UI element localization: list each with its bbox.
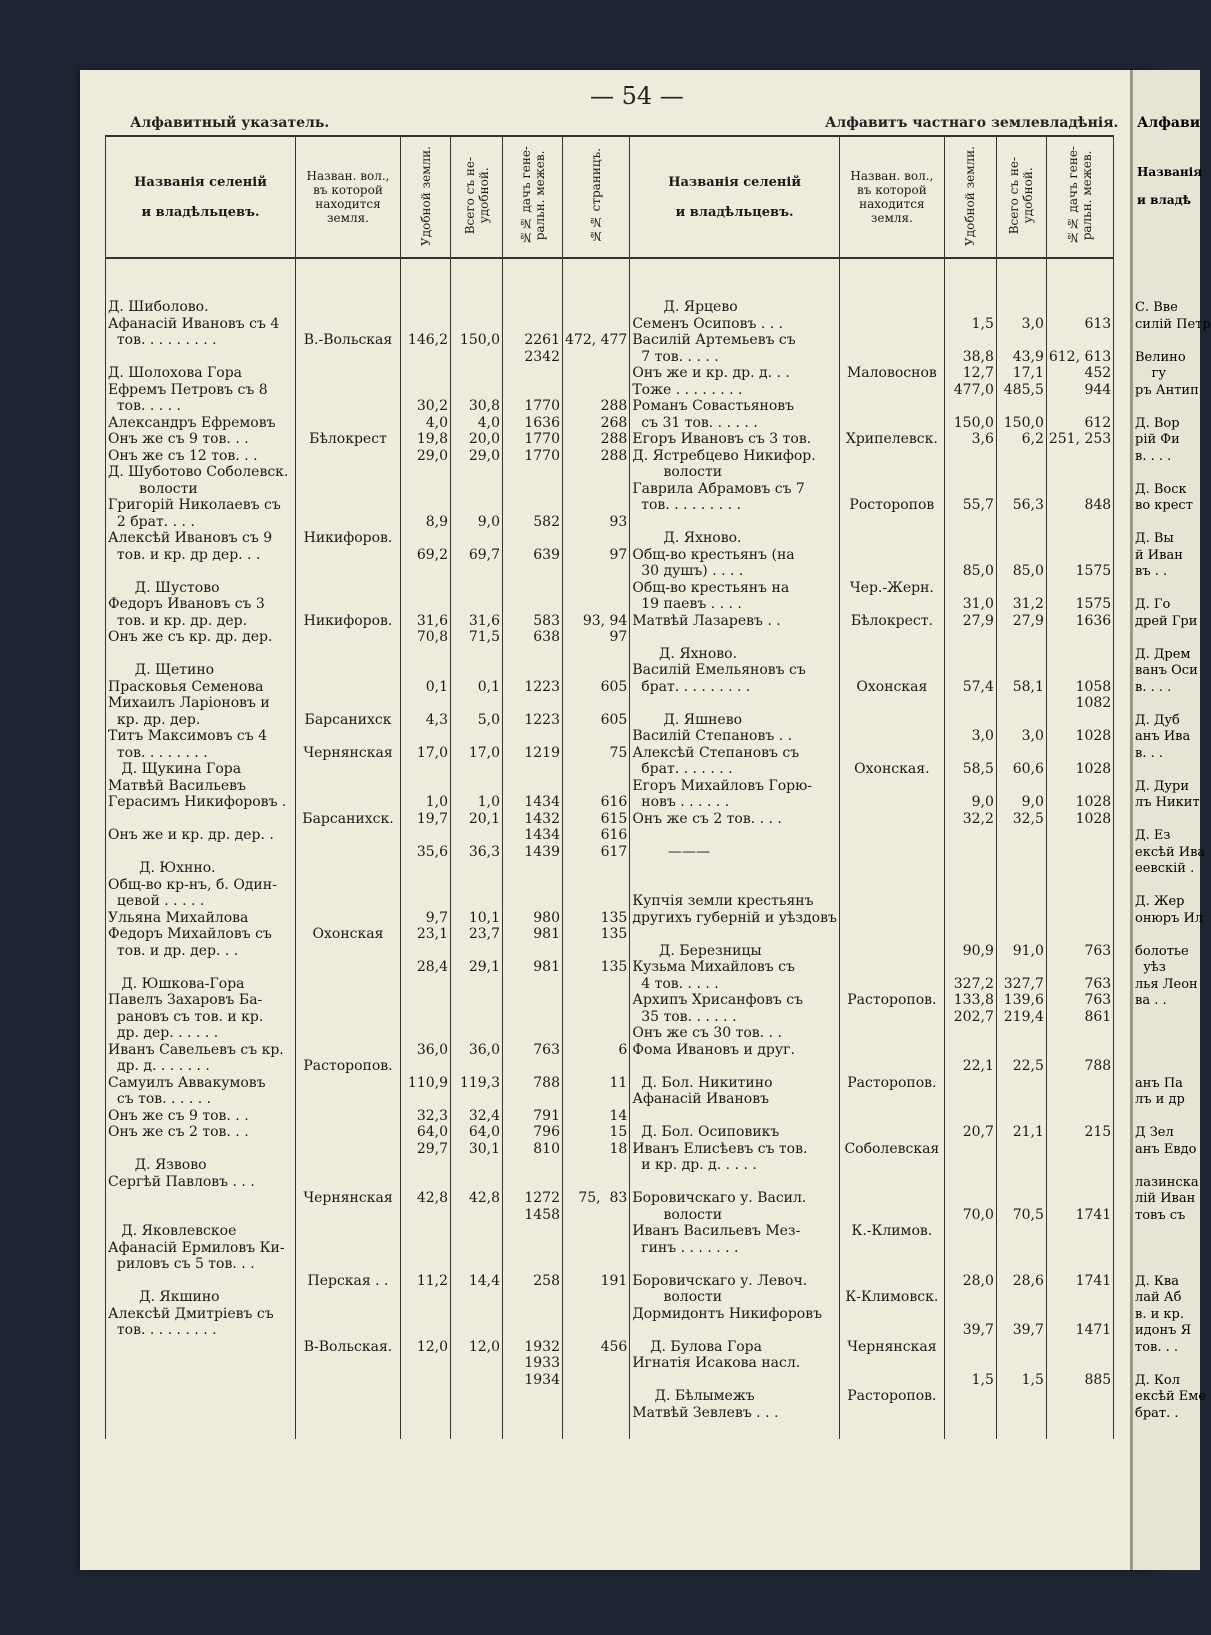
next-page-lines: С. Вве силій Петр Велино гу ръ Антип Д. Вор рій Фи в. . . . Д. Воск во крест Д. Вы й Иван въ . . Д. Го дрей Гри Д. Дрем ванъ Оси в. . . . Д. Дуб анъ Ива в. . . Д. Дури лъ Никит Д. Ез ексѣй Ива еевскій . Д. Жер онюръ Ил болотье уѣз лья Леон ва . . анъ Па лъ и др Д Зел анъ Евдо лазинска лій Иван товъ съ Д. Ква лай Аб в. и кр. идонъ Я тов. . . Д. Кол ексѣй Еме брат. . <box>1135 300 1211 1421</box>
header-volost-right: Назван. вол., въ которой находится земля. <box>839 136 944 258</box>
header-names: Названія селеній и владѣльцевъ. <box>106 136 296 258</box>
header-names-right: Названія селеній и владѣльцевъ. <box>630 136 840 258</box>
next-page-edge <box>1130 70 1211 1570</box>
header-udobnoy: Удобной земли. <box>401 136 451 258</box>
left-dach: 2261 2342 1770 1636 1770 1770 582 639 583 638 1223 1223 1219 1434 1432 1434 1439 980 981 981 763 788 791 796 810 1272 1458 258 1932 1933 1934 <box>503 258 563 1439</box>
next-page-col-header: Названія и владѣ <box>1137 165 1203 207</box>
right-volost: Маловоснов Хрипелевск. Росторопов Чер.-Жерн. Бѣлокрест. Охонская Охонская. Расторопов. Расторопов. Соболевская К.-Климов. К-Климовск. Чернянская Расторопов. <box>839 258 944 1439</box>
right-udob: 1,5 38,8 12,7 477,0 150,0 3,6 55,7 85,0 31,0 27,9 57,4 3,0 58,5 9,0 32,2 90,9 327,2 133,8 202,7 22,1 20,7 70,0 28,0 39,7 1,5 <box>944 258 996 1439</box>
header-right: Алфавитъ частнаго землевладѣнія. <box>825 115 1119 131</box>
right-vsego: 3,0 43,9 17,1 485,5 150,0 6,2 56,3 85,0 31,2 27,9 58,1 3,0 60,6 9,0 32,5 91,0 327,7 139,6 219,4 22,5 21,1 70,5 28,6 39,7 1,5 <box>996 258 1046 1439</box>
header-vsego-right: Всего съ не- удобной. <box>996 136 1046 258</box>
left-stran: 472, 477 288 268 288 288 93 97 93, 94 97 605 605 75 616 615 616 617 135 135 135 6 11 14 15 18 75, 83 191 456 <box>563 258 630 1439</box>
header-vsego: Всего съ не- удобной. <box>451 136 503 258</box>
page-number: — 54 — <box>590 82 684 110</box>
header-volost: Назван. вол., въ которой находится земля. <box>296 136 401 258</box>
header-left: Алфавитный указатель. <box>130 115 330 131</box>
header-stran: №№ страницъ. <box>563 136 630 258</box>
left-names: Д. Шиболово. Афанасій Ивановъ съ 4 тов. . . . . . . . . Д. Шолохова Гора Ефремъ Петровъ съ 8 тов. . . . . Александръ Ефремовъ Онъ же съ 9 тов. . . Онъ же съ 12 тов. . . Д. Шуботово Соболевск. волости Григорій Николаевъ съ 2 брат. . . . Алексѣй Ивановъ съ 9 тов. и кр. др дер. . . Д. Шустово Федоръ Ивановъ съ 3 тов. и кр. др. дер. Онъ же съ кр. др. дер. Д. Щетино Прасковья Семенова Михаилъ Ларіоновъ и кр. др. дер. Титъ Максимовъ съ 4 тов. . . . . . . . Д. Щукина Гора Матвѣй Васильевъ Герасимъ Никифоровъ . Онъ же и кр. др. дер. . Д. Юхнно. Общ-во кр-нъ, б. Один- цевой . . . . . Ульяна Михайлова Федоръ Михайловъ съ тов. и др. дер. . . Д. Юшкова-Гора Павелъ Захаровъ Ба- рановъ съ тов. и кр. др. дер. . . . . . Иванъ Савельевъ съ кр. др. д. . . . . . . Самуилъ Аввакумовъ съ тов. . . . . . Онъ же съ 9 тов. . . Онъ же съ 2 тов. . . Д. Язвово Сергѣй Павловъ . . . Д. Яковлевское Афанасій Ермиловъ Ки- риловъ съ 5 тов. . . Д. Якшино Алексѣй Дмитріевъ съ тов. . . . . . . . . <box>106 258 296 1439</box>
next-page-header: Алфави <box>1137 115 1201 131</box>
header-udobnoy-right: Удобной земли. <box>944 136 996 258</box>
page <box>80 70 1152 1570</box>
index-table <box>105 135 1114 1439</box>
left-volost: В.-Вольская Бѣлокрест Никифоров. Никифоров. Барсанихск Чернянская Барсанихск. Охонская Расторопов. Чернянская Перская . . В-Вольская. <box>296 258 401 1439</box>
left-vsego: 150,0 30,8 4,0 20,0 29,0 9,0 69,7 31,6 71,5 0,1 5,0 17,0 1,0 20,1 36,3 10,1 23,7 29,1 36,0 119,3 32,4 64,0 30,1 42,8 14,4 12,0 <box>451 258 503 1439</box>
right-dach: 613 612, 613 452 944 612 251, 253 848 1575 1575 1636 1058 1082 1028 1028 1028 1028 763 763 763 861 788 215 1741 1741 1471 885 <box>1046 258 1113 1439</box>
left-udob: 146,2 30,2 4,0 19,8 29,0 8,9 69,2 31,6 70,8 0,1 4,3 17,0 1,0 19,7 35,6 9,7 23,1 28,4 36,0 110,9 32,3 64,0 29,7 42,8 11,2 12,0 <box>401 258 451 1439</box>
right-names: Д. Ярцево Семенъ Осиповъ . . . Василій Артемьевъ съ 7 тов. . . . . Онъ же и кр. др. д. . . Тоже . . . . . . . . Романъ Совастьяновъ съ 31 тов. . . . . . Егоръ Ивановъ съ 3 тов. Д. Ястребцево Никифор. волости Гаврила Абрамовъ съ 7 тов. . . . . . . . . Д. Яхново. Общ-во крестьянъ (на 30 душъ) . . . . Общ-во крестьянъ на 19 паевъ . . . . Матвѣй Лазаревъ . . Д. Яхново. Василій Емельяновъ съ брат. . . . . . . . . Д. Яшнево Василій Степановъ . . Алексѣй Степановъ съ брат. . . . . . . Егоръ Михайловъ Горю- новъ . . . . . . Онъ же съ 2 тов. . . . ——— Купчія земли крестьянъ другихъ губерній и уѣздовъ Д. Березницы Кузьма Михайловъ съ 4 тов. . . . . Архипъ Хрисанфовъ съ 35 тов. . . . . . Онъ же съ 30 тов. . . Фома Ивановъ и друг. Д. Бол. Никитино Афанасій Ивановъ Д. Бол. Осиповикъ Иванъ Елисѣевъ съ тов. и кр. др. д. . . . . Боровичскаго у. Васил. волости Иванъ Васильевъ Мез- гинъ . . . . . . . Боровичскаго у. Левоч. волости Дормидонтъ Никифоровъ Д. Булова Гора Игнатія Исакова насл. Д. Бѣлымежъ Матвѣй Зевлевъ . . . <box>630 258 840 1439</box>
header-dach: №№ дачъ гене- ральн. межев. <box>503 136 563 258</box>
header-dach-right: №№ дачъ гене- ральн. межев. <box>1046 136 1113 258</box>
